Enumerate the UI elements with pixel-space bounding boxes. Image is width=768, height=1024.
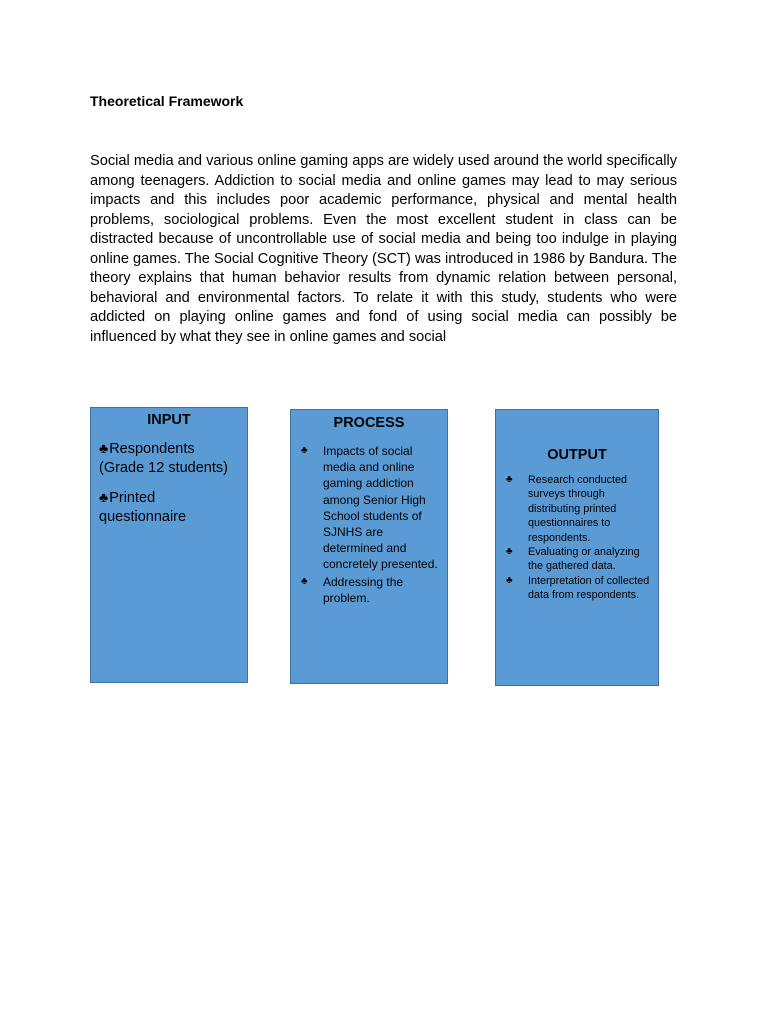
input-item-text: Printed questionnaire bbox=[99, 490, 187, 525]
list-item bbox=[506, 574, 652, 603]
output-box bbox=[495, 409, 659, 686]
input-box bbox=[90, 407, 248, 683]
document-paragraph: Social media and various online gaming apps are widely used around the world specifically among teenagers. Addiction to social media and online games may lead to may serious impacts and this includes poor academic performance, physical and mental health problems, sociological problems. Even the most excellent student in class can be distracted because of uncontrollable use of social media and being too indulge in playing online games. The Social Cognitive Theory (SCT) was introduced in 1986 by Bandura. The theory explains that human behavior results from dynamic relation between personal, behavioral and environmental factors. To relate it with this study, students who were addicted on playing online games and fond of using social media can possibly be influenced by what they see in online games and social bbox=[90, 153, 677, 345]
list-item bbox=[99, 488, 239, 527]
four-leaf-bullet-icon: ♣ bbox=[99, 489, 109, 505]
output-item-text: Research conducted surveys through distributing printed questionnaires to respondents. bbox=[528, 474, 628, 544]
input-list bbox=[91, 439, 247, 527]
document-heading: Theoretical Framework bbox=[90, 93, 244, 109]
input-title: INPUT bbox=[147, 412, 191, 428]
process-item-text: Impacts of social media and online gaming addiction among Senior High School students of SJNHS are determined and concretely presented. bbox=[323, 444, 438, 572]
four-leaf-bullet-icon: ♣ bbox=[506, 474, 513, 485]
output-item-text: Interpretation of collected data from respondents. bbox=[528, 574, 650, 602]
process-list bbox=[291, 443, 447, 606]
input-item-text: Respondents (Grade 12 students) bbox=[99, 441, 228, 476]
output-title: OUTPUT bbox=[547, 447, 607, 463]
list-item bbox=[506, 545, 652, 574]
four-leaf-bullet-icon: ♣ bbox=[506, 546, 513, 558]
four-leaf-bullet-icon: ♣ bbox=[99, 440, 109, 456]
list-item bbox=[301, 574, 439, 606]
process-box bbox=[290, 409, 448, 684]
list-item bbox=[301, 443, 439, 573]
list-item bbox=[506, 473, 652, 545]
output-list bbox=[496, 473, 658, 603]
four-leaf-bullet-icon: ♣ bbox=[301, 445, 308, 456]
list-item bbox=[99, 439, 239, 478]
output-item-text: Evaluating or analyzing the gathered data. bbox=[528, 546, 640, 573]
process-item-text: Addressing the problem. bbox=[323, 574, 404, 605]
four-leaf-bullet-icon: ♣ bbox=[506, 574, 513, 586]
four-leaf-bullet-icon: ♣ bbox=[301, 575, 308, 587]
process-title: PROCESS bbox=[333, 415, 405, 431]
